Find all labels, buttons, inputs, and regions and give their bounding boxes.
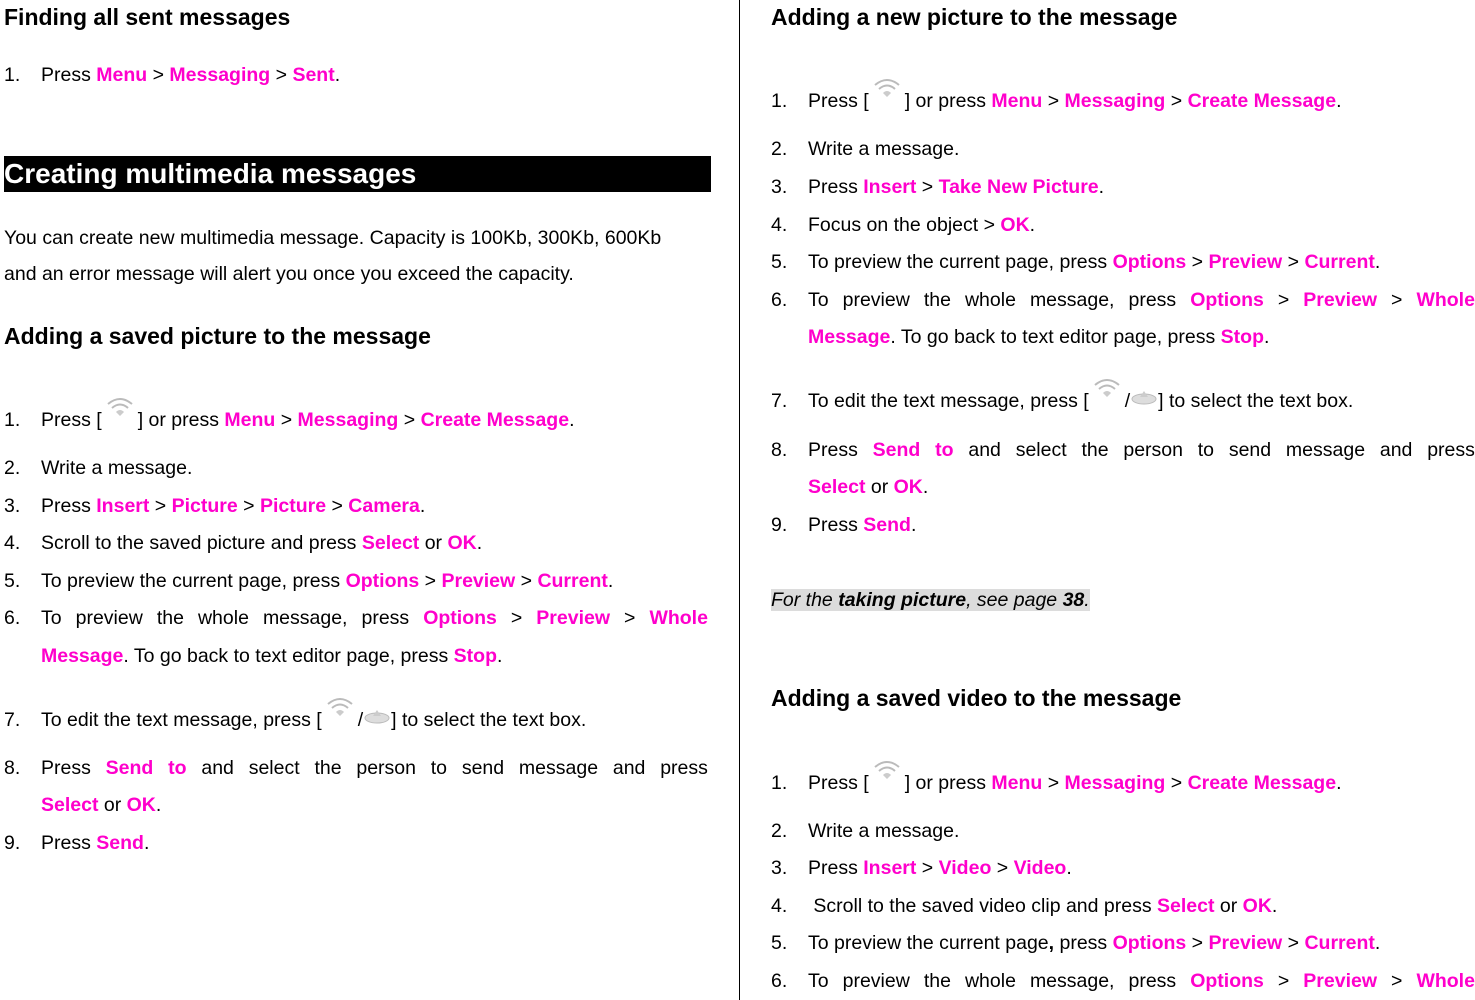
list-item-continued: Message. To go back to text editor page, press Stop. [41, 645, 503, 667]
list-item: 6. To preview the whole message, press Options > Preview > Whole [771, 970, 1475, 992]
down-key-icon [1130, 379, 1158, 407]
list-item: 8. Press Send to and select the person to send message and press [771, 439, 1475, 461]
list-item: 1. Press [ ] or press Menu > Messaging > Create Message. [771, 765, 1475, 801]
menu-key-icon [102, 394, 138, 430]
list-item: 9. Press Send. [4, 832, 150, 854]
up-key-icon [322, 694, 358, 730]
list-item: 2. Write a message. [771, 138, 960, 160]
list-item-continued: Select or OK. [808, 476, 929, 498]
menu-key-icon [869, 75, 905, 111]
list-item: 5. To preview the current page, press Options > Preview > Current. [771, 932, 1381, 954]
list-item: 4. Scroll to the saved picture and press Select or OK. [4, 532, 483, 554]
note-taking-picture: For the taking picture, see page 38. [771, 589, 1090, 611]
section-title-finding: Finding all sent messages [4, 4, 291, 30]
list-item: 7. To edit the text message, press [ / ] to select the text box. [4, 702, 709, 738]
list-item: 4. Scroll to the saved video clip and press Select or OK. [771, 895, 1278, 917]
list-item: 1. Press [ ] or press Menu > Messaging > Create Message. [771, 83, 1475, 119]
up-key-icon [1089, 375, 1125, 411]
list-item-continued: Select or OK. [41, 794, 162, 816]
list-item: 1. Press [ ] or press Menu > Messaging > Create Message. [4, 402, 709, 438]
list-item: 8. Press Send to and select the person to send message and press [4, 757, 708, 779]
down-key-icon [363, 698, 391, 726]
list-item: 3. Press Insert > Picture > Picture > Camera. [4, 495, 426, 517]
subtitle-saved-picture: Adding a saved picture to the message [4, 323, 431, 349]
sent-step: 1. Press Menu > Messaging > Sent. [4, 64, 341, 86]
menu-key-icon [869, 757, 905, 793]
list-item: 2. Write a message. [4, 457, 193, 479]
list-item: 7. To edit the text message, press [ / ] to select the text box. [771, 383, 1475, 419]
intro-line-1: You can create new multimedia message. Capacity is 100Kb, 300Kb, 600Kb [4, 227, 662, 249]
list-item: 6. To preview the whole message, press Options > Preview > Whole [4, 607, 708, 629]
intro-line-2: and an error message will alert you once you exceed the capacity. [4, 263, 574, 285]
list-item: 2. Write a message. [771, 820, 960, 842]
list-item: 5. To preview the current page, press Options > Preview > Current. [771, 251, 1381, 273]
list-item: 4. Focus on the object > OK. [771, 214, 1036, 236]
list-item: 5. To preview the current page, press Options > Preview > Current. [4, 570, 614, 592]
section-banner: Creating multimedia messages [4, 156, 711, 192]
list-item-continued: Message. To go back to text editor page, press Stop. [808, 326, 1270, 348]
subtitle-new-picture: Adding a new picture to the message [771, 4, 1178, 30]
list-item: 3. Press Insert > Take New Picture. [771, 176, 1105, 198]
column-divider [739, 0, 740, 1000]
subtitle-saved-video: Adding a saved video to the message [771, 685, 1182, 711]
list-item: 3. Press Insert > Video > Video. [771, 857, 1072, 879]
list-item: 9. Press Send. [771, 514, 917, 536]
list-item: 6. To preview the whole message, press Options > Preview > Whole [771, 289, 1475, 311]
